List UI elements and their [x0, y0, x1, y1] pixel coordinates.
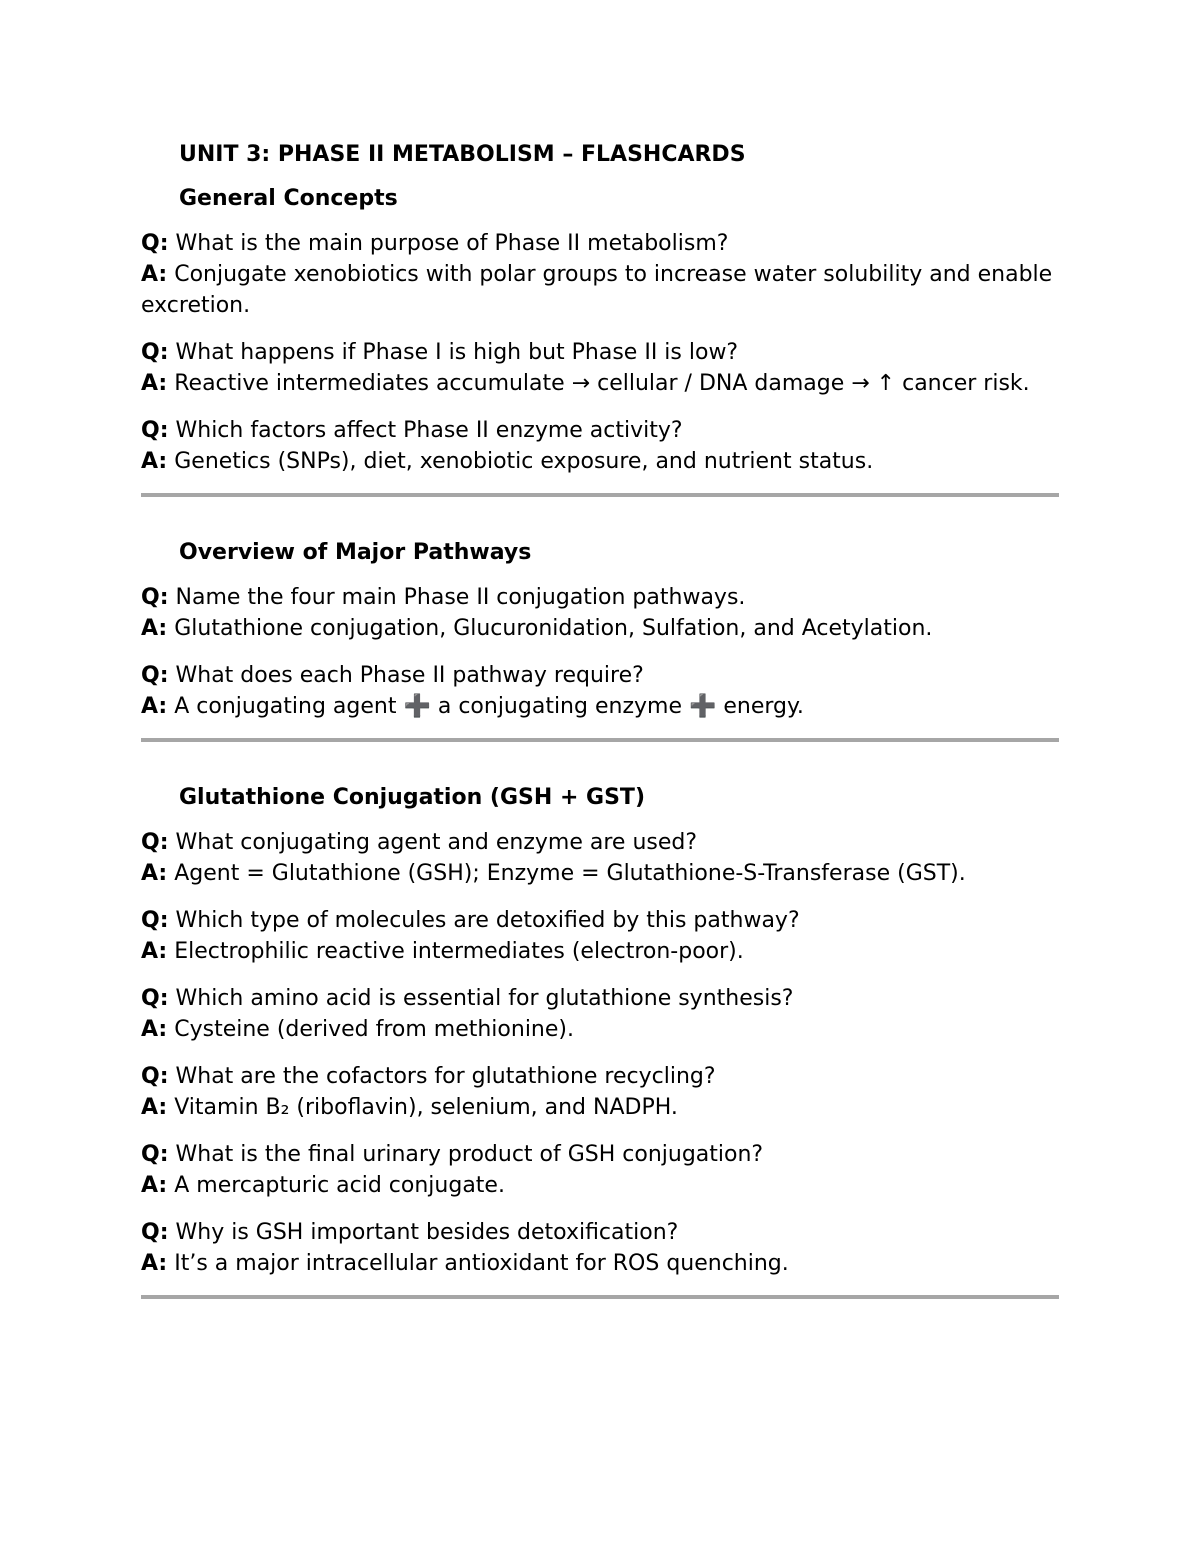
answer-line — [141, 613, 1059, 644]
answer-text: A conjugating agent ➕ a conjugating enzyme ➕ energy. — [174, 694, 804, 719]
question-prefix: Q: — [141, 1142, 169, 1167]
answer-text: It’s a major intracellular antioxidant for ROS quenching. — [174, 1251, 789, 1276]
question-text: Name the four main Phase II conjugation pathways. — [175, 585, 746, 610]
answer-prefix: A: — [141, 449, 168, 474]
question-text: What is the main purpose of Phase II metabolism? — [175, 231, 729, 256]
question-prefix: Q: — [141, 340, 169, 365]
answer-prefix: A: — [141, 616, 168, 641]
question-line — [141, 1139, 1059, 1170]
question-prefix: Q: — [141, 418, 169, 443]
answer-text: Agent = Glutathione (GSH); Enzyme = Glutathione-S-Transferase (GST). — [174, 861, 966, 886]
section-divider — [141, 1295, 1059, 1299]
flashcard — [141, 1217, 1059, 1279]
section-heading: Overview of Major Pathways — [179, 540, 532, 565]
answer-line — [141, 1014, 1059, 1045]
answer-prefix: A: — [141, 262, 168, 287]
flashcard — [141, 228, 1059, 321]
flashcard — [141, 983, 1059, 1045]
answer-line — [141, 1248, 1059, 1279]
question-text: Which type of molecules are detoxified by this pathway? — [175, 908, 800, 933]
answer-line — [141, 691, 1059, 722]
flashcard — [141, 827, 1059, 889]
question-prefix: Q: — [141, 231, 169, 256]
question-text: What conjugating agent and enzyme are used? — [175, 830, 698, 855]
question-text: What does each Phase II pathway require? — [175, 663, 644, 688]
answer-prefix: A: — [141, 939, 168, 964]
question-prefix: Q: — [141, 1064, 169, 1089]
answer-line — [141, 368, 1059, 399]
answer-text: Reactive intermediates accumulate → cellular / DNA damage → ↑ cancer risk. — [174, 371, 1030, 396]
section-overview-major-pathways — [141, 537, 1059, 722]
answer-text: Genetics (SNPs), diet, xenobiotic exposure, and nutrient status. — [174, 449, 874, 474]
answer-prefix: A: — [141, 1173, 168, 1198]
question-line — [141, 1061, 1059, 1092]
answer-line — [141, 936, 1059, 967]
flashcard — [141, 582, 1059, 644]
question-line — [141, 228, 1059, 259]
answer-text: Cysteine (derived from methionine). — [174, 1017, 574, 1042]
question-prefix: Q: — [141, 986, 169, 1011]
answer-line — [141, 1092, 1059, 1123]
question-prefix: Q: — [141, 1220, 169, 1245]
answer-text: Vitamin B₂ (riboflavin), selenium, and NADPH. — [174, 1095, 678, 1120]
answer-prefix: A: — [141, 1017, 168, 1042]
question-line — [141, 660, 1059, 691]
question-line — [141, 1217, 1059, 1248]
answer-text: Conjugate xenobiotics with polar groups to increase water solubility and enable excretion. — [141, 262, 1053, 318]
flashcard — [141, 1061, 1059, 1123]
section-heading: General Concepts — [179, 186, 398, 211]
question-line — [141, 337, 1059, 368]
question-line — [141, 905, 1059, 936]
answer-text: A mercapturic acid conjugate. — [174, 1173, 505, 1198]
document-title: UNIT 3: PHASE II METABOLISM – FLASHCARDS — [179, 142, 746, 167]
question-text: Why is GSH important besides detoxification? — [175, 1220, 679, 1245]
flashcard — [141, 415, 1059, 477]
section-heading: Glutathione Conjugation (GSH + GST) — [179, 785, 645, 810]
question-prefix: Q: — [141, 830, 169, 855]
answer-text: Glutathione conjugation, Glucuronidation, Sulfation, and Acetylation. — [174, 616, 933, 641]
section-glutathione-conjugation — [141, 782, 1059, 1279]
answer-line — [141, 858, 1059, 889]
document-page — [141, 139, 1059, 1299]
answer-line — [141, 1170, 1059, 1201]
answer-prefix: A: — [141, 371, 168, 396]
answer-prefix: A: — [141, 1095, 168, 1120]
question-text: Which factors affect Phase II enzyme activity? — [175, 418, 683, 443]
question-prefix: Q: — [141, 663, 169, 688]
question-line — [141, 582, 1059, 613]
answer-line — [141, 259, 1059, 321]
answer-line — [141, 446, 1059, 477]
flashcard — [141, 1139, 1059, 1201]
question-prefix: Q: — [141, 908, 169, 933]
question-text: What is the final urinary product of GSH conjugation? — [175, 1142, 764, 1167]
question-line — [141, 827, 1059, 858]
answer-prefix: A: — [141, 1251, 168, 1276]
question-text: Which amino acid is essential for glutathione synthesis? — [175, 986, 794, 1011]
section-general-concepts — [141, 183, 1059, 477]
flashcard — [141, 660, 1059, 722]
question-text: What happens if Phase I is high but Phase II is low? — [175, 340, 739, 365]
question-line — [141, 983, 1059, 1014]
answer-prefix: A: — [141, 694, 168, 719]
answer-text: Electrophilic reactive intermediates (electron-poor). — [174, 939, 744, 964]
answer-prefix: A: — [141, 861, 168, 886]
question-text: What are the cofactors for glutathione recycling? — [175, 1064, 716, 1089]
question-line — [141, 415, 1059, 446]
question-prefix: Q: — [141, 585, 169, 610]
flashcard — [141, 337, 1059, 399]
flashcard — [141, 905, 1059, 967]
